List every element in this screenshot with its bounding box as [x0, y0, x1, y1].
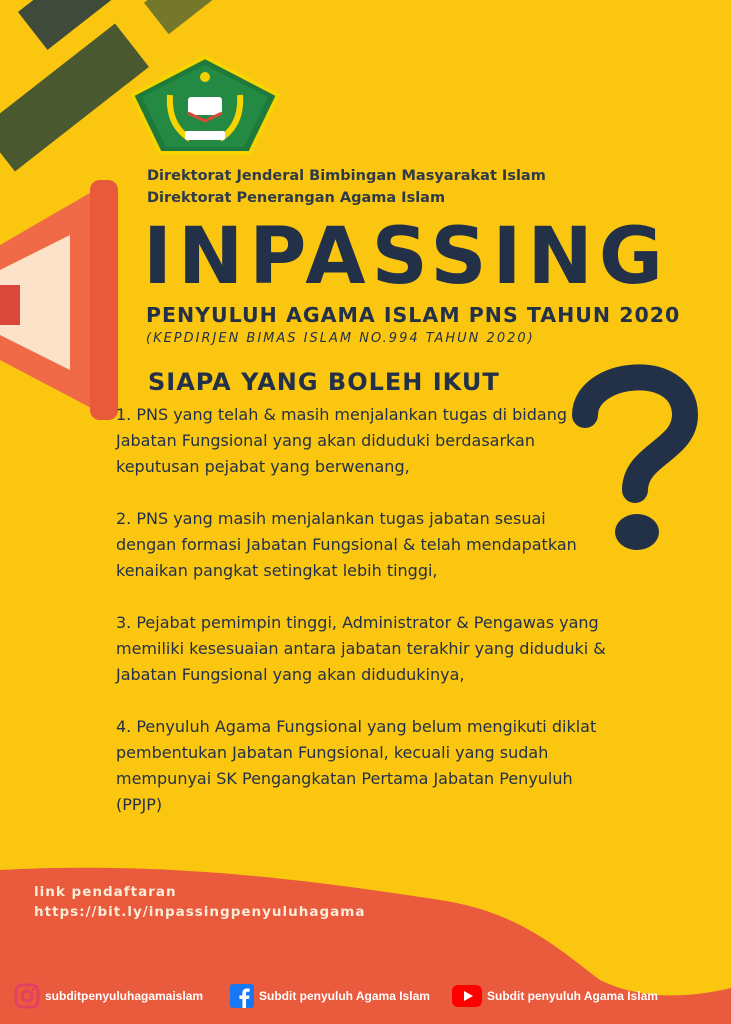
registration-label: link pendaftaran — [34, 884, 177, 900]
list-item: 3. Pejabat pemimpin tinggi, Administrator & Pengawas yang memiliki kesesuaian antara jabatan terakhir yang diduduki & Jabatan Fungsional yang akan didudukinya, — [116, 613, 606, 684]
list-item: 2. PNS yang masih menjalankan tugas jabatan sesuai dengan formasi Jabatan Fungsional & telah mendapatkan kenaikan pangkat setingkat lebih tinggi, — [116, 509, 577, 580]
main-title: INPASSING — [143, 212, 669, 302]
section-heading: SIAPA YANG BOLEH IKUT — [148, 368, 500, 396]
youtube-icon — [452, 985, 482, 1007]
subtitle: PENYULUH AGAMA ISLAM PNS TAHUN 2020 — [146, 303, 681, 327]
instagram-account[interactable] — [14, 983, 203, 1009]
org-line-2: Direktorat Penerangan Agama Islam — [147, 190, 446, 206]
instagram-icon — [14, 983, 40, 1009]
instagram-handle: subditpenyuluhagamaislam — [45, 989, 204, 1003]
facebook-account[interactable] — [230, 983, 430, 1009]
megaphone-icon — [0, 175, 140, 425]
eligibility-list — [116, 402, 606, 844]
youtube-account[interactable] — [452, 983, 658, 1009]
registration-link[interactable]: https://bit.ly/inpassingpenyuluhagama — [34, 904, 366, 920]
org-line-1: Direktorat Jenderal Bimbingan Masyarakat Islam — [147, 168, 546, 184]
decorative-stripe — [0, 23, 149, 171]
list-item: 1. PNS yang telah & masih menjalankan tugas di bidang Jabatan Fungsional yang akan diduduki berdasarkan keputusan pejabat yang berwenang, — [116, 405, 567, 476]
decree-reference: (KEPDIRJEN BIMAS ISLAM NO.994 TAHUN 2020) — [146, 331, 535, 346]
youtube-handle: Subdit penyuluh Agama Islam — [487, 989, 658, 1003]
list-item: 4. Penyuluh Agama Fungsional yang belum mengikuti diklat pembentukan Jabatan Fungsional, kecuali yang sudah mempunyai SK Pengangkatan Pertama Jabatan Penyuluh (PPJP) — [116, 717, 597, 814]
decorative-stripe — [144, 0, 216, 34]
facebook-handle: Subdit penyuluh Agama Islam — [259, 989, 430, 1003]
kemenag-logo — [130, 55, 280, 155]
facebook-icon — [230, 984, 254, 1008]
